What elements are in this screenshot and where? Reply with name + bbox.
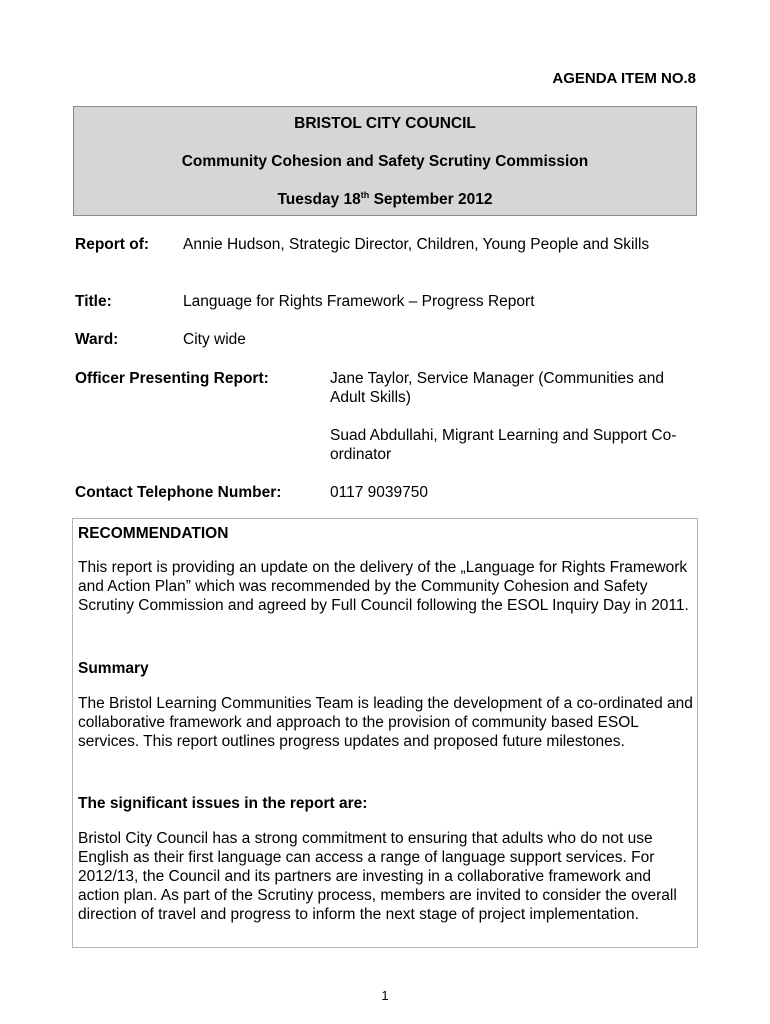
council-name: BRISTOL CITY COUNCIL bbox=[294, 115, 476, 132]
recommendation-text: This report is providing an update on the delivery of the „Language for Rights Framework and Action Plan” which was recommended by the Community Cohesion and Safety Scrutiny Commission and agreed by Full Council following the ESOL Inquiry Day in 2011. bbox=[78, 559, 689, 614]
issues-text: Bristol City Council has a strong commitment to ensuring that adults who do not use English as their first language can access a range of language support services. For 2012/13, the Council and its partners are investing in a collaborative framework and action plan. As part of the Scrutiny process, members are invited to consider the overall direction of travel and progress to inform the next stage of project implementation. bbox=[78, 830, 677, 923]
report-of-label: Report of: bbox=[75, 236, 150, 253]
agenda-item-number: AGENDA ITEM NO.8 bbox=[552, 70, 696, 87]
phone-label: Contact Telephone Number: bbox=[75, 484, 282, 501]
ward-label: Ward: bbox=[75, 331, 119, 348]
date-prefix: Tuesday 18 bbox=[277, 191, 361, 208]
title-label: Title: bbox=[75, 293, 112, 310]
date-superscript: th bbox=[360, 189, 370, 200]
date-suffix: September 2012 bbox=[369, 191, 493, 208]
page-number: 1 bbox=[381, 988, 389, 1003]
summary-heading: Summary bbox=[78, 660, 149, 677]
recommendation-box bbox=[72, 518, 698, 948]
commission-name: Community Cohesion and Safety Scrutiny Commission bbox=[181, 153, 589, 170]
summary-text: The Bristol Learning Communities Team is leading the development of a co-ordinated and collaborative framework and approach to the provision of community based ESOL services. This report outlines progress updates and proposed future milestones. bbox=[78, 695, 693, 750]
header-box bbox=[73, 106, 697, 216]
recommendation-heading: RECOMMENDATION bbox=[78, 525, 229, 542]
ward-value: City wide bbox=[183, 331, 246, 348]
report-of-value: Annie Hudson, Strategic Director, Children, Young People and Skills bbox=[183, 236, 650, 253]
officer-1: Jane Taylor, Service Manager (Communities and Adult Skills) bbox=[330, 370, 664, 406]
officer-2: Suad Abdullahi, Migrant Learning and Support Co-ordinator bbox=[330, 427, 677, 463]
meeting-date bbox=[74, 191, 696, 209]
officer-label: Officer Presenting Report: bbox=[75, 370, 269, 387]
title-value: Language for Rights Framework – Progress Report bbox=[183, 293, 535, 310]
issues-heading: The significant issues in the report are: bbox=[78, 795, 368, 812]
phone-value: 0117 9039750 bbox=[330, 484, 428, 501]
